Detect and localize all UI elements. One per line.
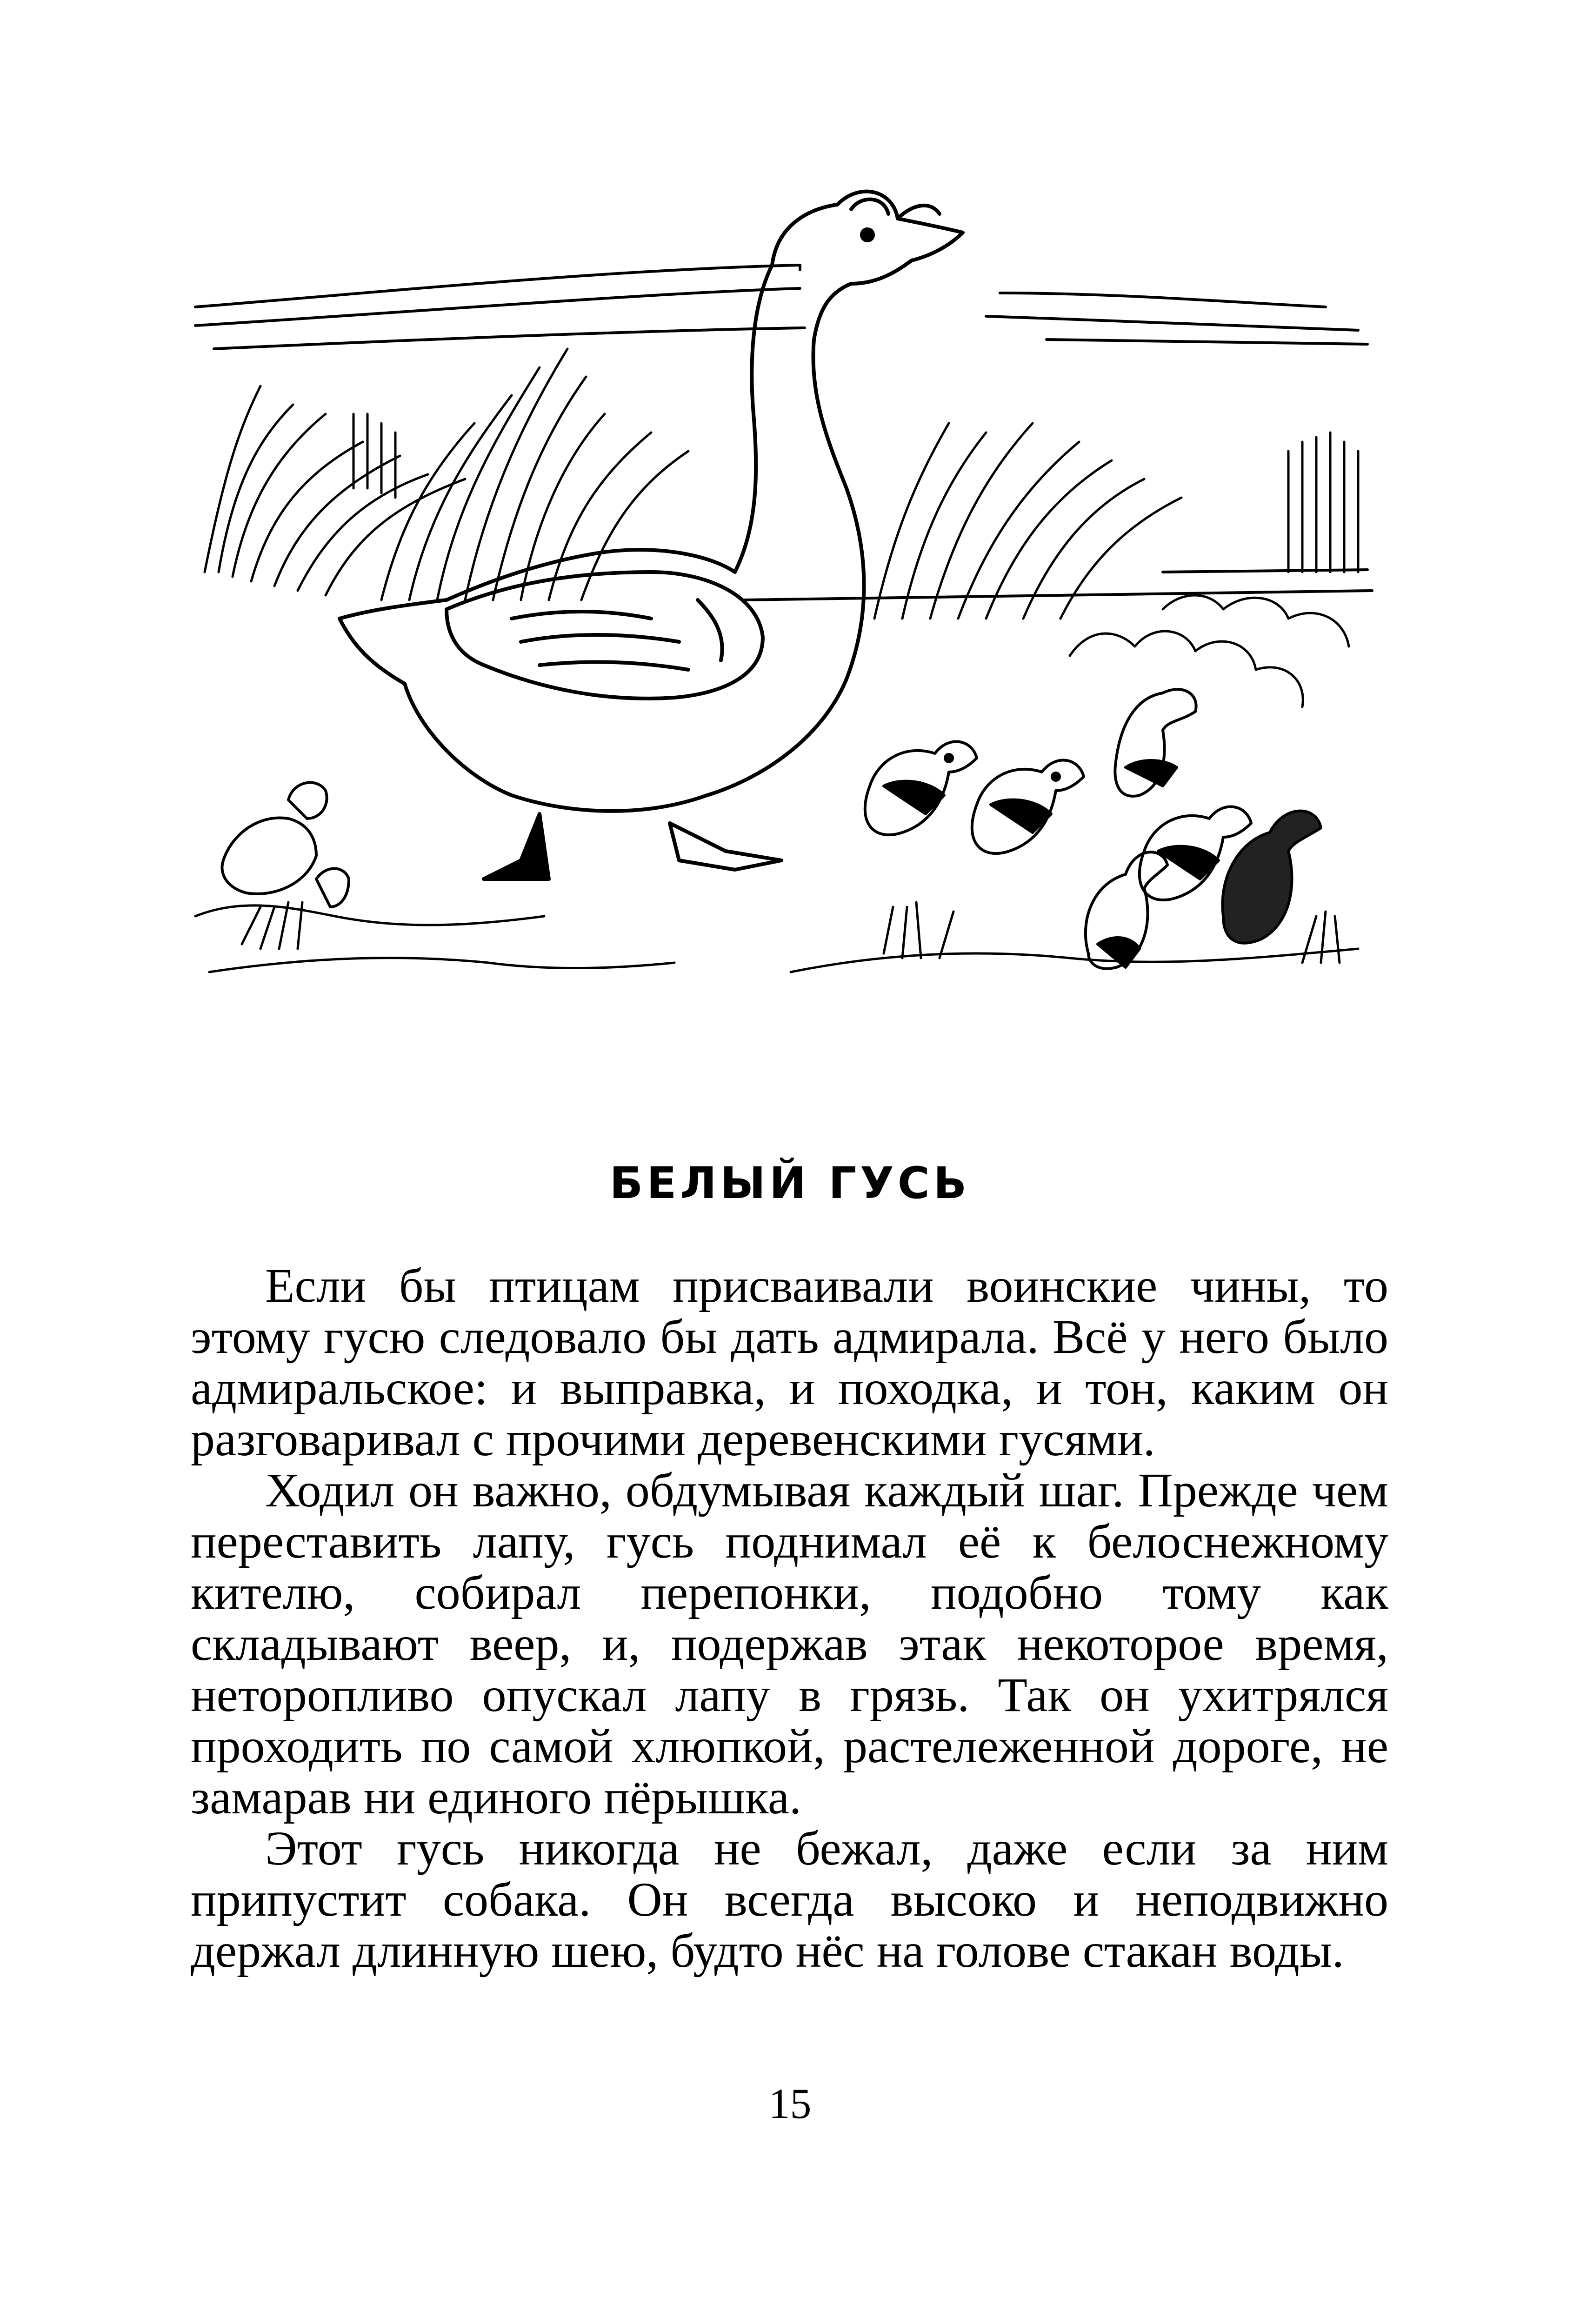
- goose-illustration: [186, 153, 1381, 1074]
- grass-right: [874, 423, 1358, 619]
- ground: [195, 902, 1358, 972]
- horizon-lines: [195, 265, 1372, 600]
- paragraph: Этот гусь никогда не бежал, даже если за ним припустит собака. Он всегда высоко и неподвижно держал длинную шею, будто нёс на голове стакан воды.: [191, 1822, 1388, 1978]
- paragraph: Ходил он важно, обдумывая каждый шаг. Прежде чем переставить лапу, гусь поднимал её к белоснежному кителю, собирал перепонки, подобно тому как складывают веер, и, подержав этак некоторое время, неторопливо опускал лапу в грязь. Так он ухитрялся проходить по самой хлюпкой, растележенной дороге, не замарав ни единого пёрышка.: [191, 1464, 1388, 1824]
- page-number: 15: [768, 2080, 812, 2127]
- grass-left: [205, 349, 688, 600]
- goslings: [222, 689, 1321, 969]
- chapter-title: БЕЛЫЙ ГУСЬ: [609, 1158, 971, 1209]
- body-text: [191, 1260, 1388, 1977]
- bushes: [1070, 595, 1349, 707]
- paragraph: Если бы птицам присваивали воинские чины, то этому гусю следовало бы дать адмирала. Всё у него было адмиральское: и выправка, и походка, и тон, каким он разговаривал с прочими деревенскими гусями.: [191, 1259, 1388, 1466]
